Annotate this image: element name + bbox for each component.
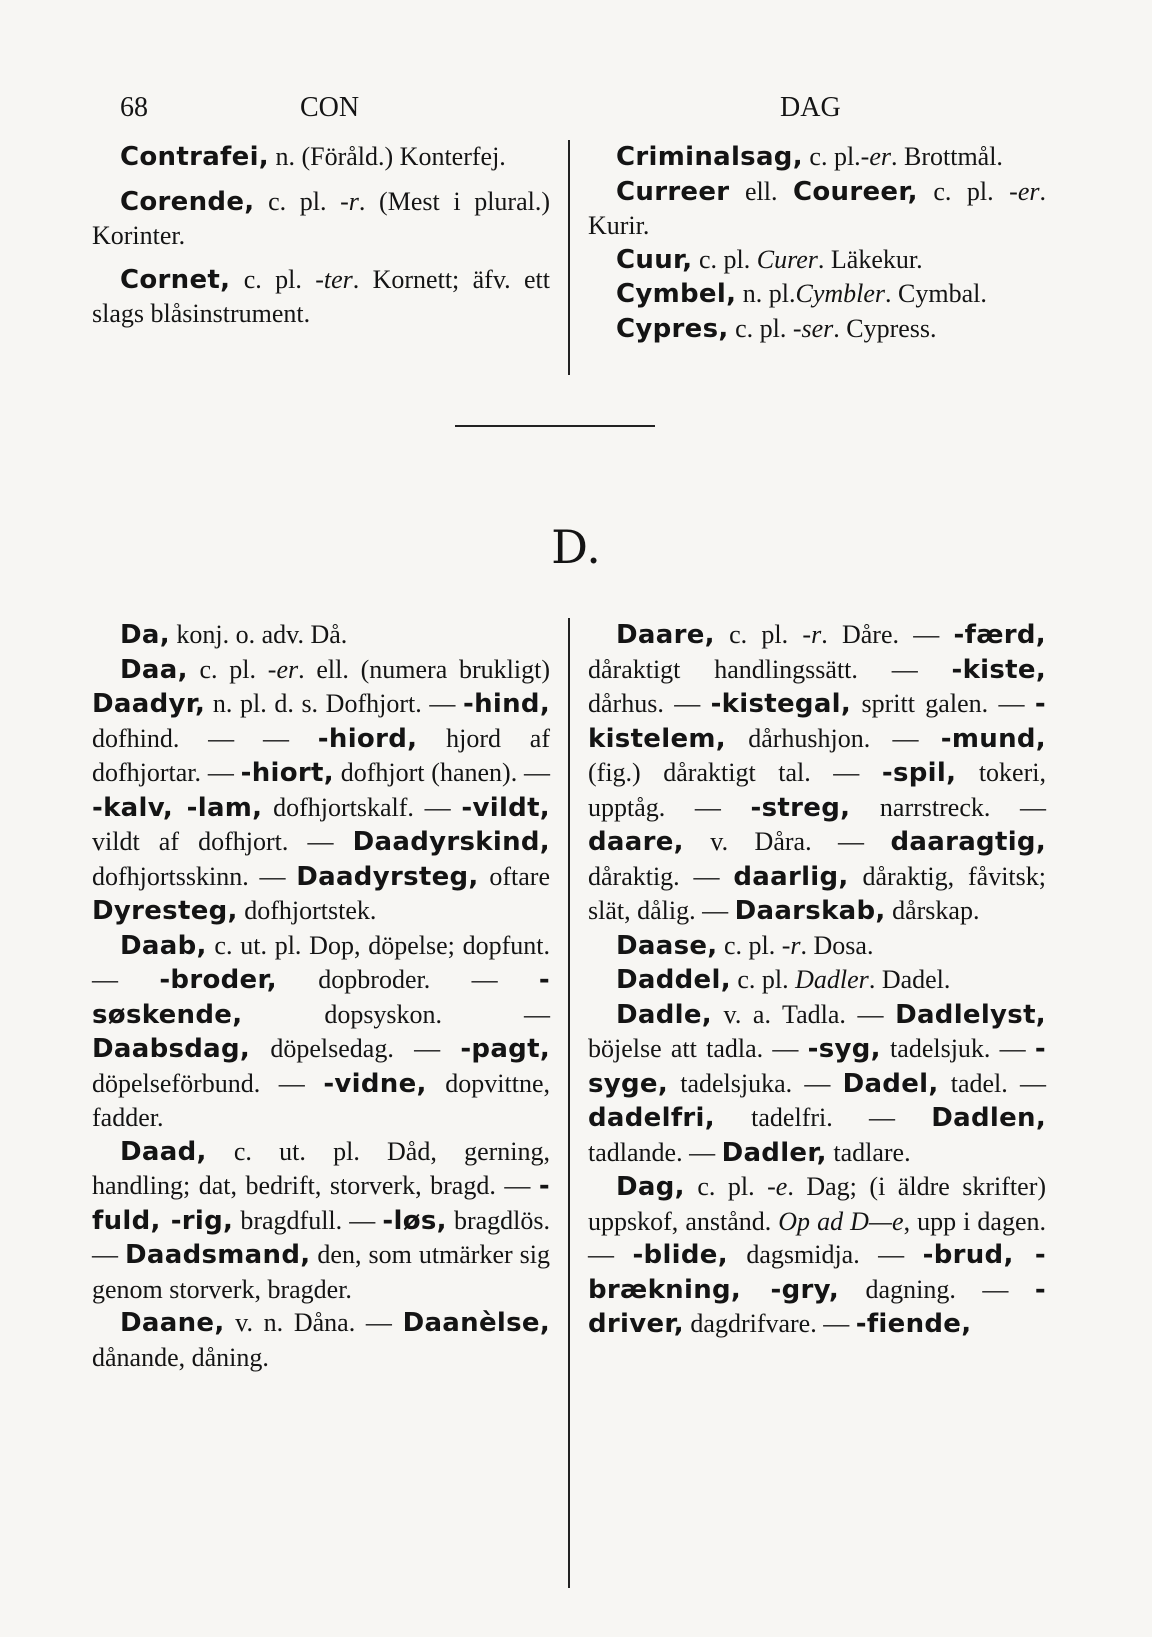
- headword: Dyresteg,: [92, 896, 238, 926]
- entry-curreer: Curreer ell. Coureer, c. pl. -er. Kurir.: [588, 176, 1046, 240]
- headword: Daase,: [616, 930, 718, 961]
- headword: -brud, -brækning, -gry,: [588, 1240, 1047, 1305]
- entry-cornet: Cornet, c. pl. -ter. Kornett; äfv. ett slags blåsinstrument.: [92, 264, 550, 328]
- italic-form: Op ad D—e: [778, 1206, 904, 1236]
- headword: Daadyrskind,: [352, 827, 550, 857]
- headword: Daane,: [120, 1308, 225, 1338]
- headword: dadelfri,: [588, 1103, 715, 1133]
- headword: Daddel,: [616, 965, 731, 995]
- headword: -fiende,: [855, 1309, 972, 1339]
- entry-corende: Corende, c. pl. -r. (Mest i plural.) Korinter.: [92, 186, 551, 250]
- running-head: [120, 92, 1060, 128]
- headword: Cornet,: [120, 264, 231, 295]
- headword: Daab,: [120, 930, 207, 961]
- headword: -søskende,: [92, 965, 551, 1030]
- headword: -vildt,: [461, 792, 550, 823]
- headword: Cypres,: [616, 313, 729, 344]
- headword: Dadel,: [842, 1068, 939, 1099]
- headword: Dadlen,: [931, 1103, 1046, 1133]
- section-letter-heading: D.: [551, 520, 601, 574]
- headword: daaragtig,: [890, 827, 1046, 857]
- italic-form: r: [811, 620, 822, 649]
- headword: -kistegal,: [710, 689, 852, 719]
- headword: -kiste,: [951, 654, 1046, 685]
- headword: Daare,: [616, 620, 715, 650]
- headword: Daanèlse,: [402, 1308, 550, 1338]
- entry-cypres: Cypres, c. pl. -ser. Cypress.: [616, 313, 937, 344]
- headword: Daadyrsteg,: [296, 861, 479, 892]
- headword: Cymbel,: [616, 279, 737, 309]
- entry-cuur: Cuur, c. pl. Curer. Läkekur.: [616, 244, 923, 275]
- italic-form: e: [775, 1172, 788, 1201]
- italic-form: r: [790, 930, 801, 960]
- column-divider-main: [568, 618, 570, 1588]
- section-separator-rule: [455, 425, 655, 427]
- headword: daarlig,: [733, 861, 849, 892]
- headword: daare,: [588, 827, 684, 857]
- headword: -spil,: [881, 758, 957, 788]
- headword: -syge,: [588, 1034, 1046, 1099]
- headword: Dag,: [616, 1172, 685, 1202]
- italic-form: er: [869, 142, 891, 171]
- headword: Daadyr,: [92, 689, 206, 719]
- headword: Daadsmand,: [125, 1240, 311, 1270]
- entry-daare: Daare, c. pl. -r. Dåre. — -færd, dåraktigt handlingssätt. — -kiste, dårhus. — -kistegal, spritt galen. — -kistelem, dårhushjon. — -mund, (fig.) dåraktigt tal. — -spil, tokeri, upptåg. — -streg, narrstreck. — daare, v. Dåra. — daaragtig, dåraktig. — daarlig, dåraktig, fåvitsk; slät, dålig. — Daarskab, dårskap.: [588, 620, 1047, 926]
- entry-daab: Daab, c. ut. pl. Dop, döpelse; dopfunt. — -broder, dopbroder. — -søskende, dopsyskon. — Daabsdag, döpelsedag. — -pagt, döpelseförbund. — -vidne, dopvittne, fadder.: [92, 930, 551, 1132]
- entry-criminalsag: Criminalsag, c. pl.-er. Brottmål.: [616, 142, 1003, 172]
- entry-daane: Daane, v. n. Dåna. — Daanèlse, dånande, dåning.: [92, 1308, 550, 1372]
- headword: -pagt,: [460, 1034, 550, 1064]
- column-divider-top: [568, 140, 570, 375]
- headword: -løs,: [382, 1205, 447, 1236]
- entry-dag: Dag, c. pl. -e. Dag; (i äldre skrifter) uppskof, anstånd. Op ad D—e, upp i dagen. — -blide, dagsmidja. — -brud, -brækning, -gry, dagning. — -driver, dagdrifvare. — -fiende,: [588, 1172, 1047, 1339]
- headword: -syg,: [807, 1034, 881, 1064]
- headword: Daa,: [120, 654, 188, 685]
- entry-daddel: Daddel, c. pl. Dadler. Dadel.: [616, 965, 951, 995]
- entry-cymbel: Cymbel, n. pl.Cymbler. Cymbal.: [616, 279, 987, 309]
- entry-daad: Daad, c. ut. pl. Dåd, gerning, handling; dat, bedrift, storverk, bragd. — -fuld, -rig, bragdfull. — -løs, bragdlös. — Daadsmand, den, som utmärker sig genom storverk, bragder.: [92, 1136, 551, 1304]
- headword: Curreer: [616, 176, 730, 207]
- headword: Cuur,: [616, 244, 693, 275]
- headword: -kistelem,: [588, 689, 1046, 754]
- italic-form: er: [276, 654, 299, 684]
- headword: -mund,: [940, 723, 1046, 754]
- headword: Corende,: [120, 186, 255, 217]
- italic-form: er: [1017, 176, 1040, 206]
- headword: -færd,: [953, 620, 1046, 650]
- headword: -hiort,: [240, 758, 334, 788]
- headword: -broder,: [159, 965, 277, 995]
- c-entries-left-column: [92, 140, 550, 331]
- c-entries-right-column: [588, 140, 1046, 346]
- right-guide-word: DAG: [780, 92, 841, 123]
- italic-form: ser: [801, 313, 834, 343]
- headword: -hiord,: [317, 723, 418, 754]
- italic-form: Dadler: [795, 965, 869, 994]
- headword: -streg,: [750, 792, 851, 823]
- headword: -hind,: [462, 689, 550, 719]
- entry-da: Da, konj. o. adv. Då.: [120, 620, 348, 650]
- entry-dadle: Dadle, v. a. Tadla. — Dadlelyst, böjelse att tadla. — -syg, tadelsjuk. — -syge, tadelsjuka. — Dadel, tadel. — dadelfri, tadelfri. — Dadlen, tadlande. — Dadler, tadlare.: [588, 999, 1046, 1168]
- page-number: 68: [120, 92, 148, 123]
- italic-form: ter: [323, 264, 353, 294]
- headword: -vidne,: [323, 1068, 427, 1099]
- headword: -kalv, -lam,: [92, 792, 263, 823]
- headword: Criminalsag,: [616, 142, 803, 172]
- headword: Dadler,: [721, 1137, 827, 1168]
- d-entries-section: [82, 618, 1052, 1578]
- headword: Contrafei,: [120, 142, 269, 172]
- entry-daase: Daase, c. pl. -r. Dosa.: [616, 930, 874, 961]
- headword: Daarskab,: [734, 896, 886, 926]
- headword: Daabsdag,: [92, 1034, 251, 1064]
- italic-form: Cymbler: [795, 279, 886, 308]
- headword: Dadlelyst,: [895, 999, 1046, 1030]
- italic-form: Curer: [756, 244, 818, 274]
- headword: Coureer,: [792, 176, 918, 207]
- d-entries-right-column: [588, 618, 1046, 1342]
- headword: Da,: [120, 620, 170, 650]
- headword: Daad,: [120, 1136, 207, 1167]
- headword: -fuld, -rig,: [92, 1171, 550, 1236]
- left-guide-word: CON: [300, 92, 360, 123]
- c-entries-section: [82, 140, 1052, 390]
- italic-form: r: [348, 186, 359, 216]
- headword: -blide,: [632, 1240, 728, 1270]
- headword: Dadle,: [616, 999, 712, 1030]
- headword: -driver,: [588, 1274, 1046, 1339]
- entry-daa: Daa, c. pl. -er. ell. (numera brukligt) Daadyr, n. pl. d. s. Dofhjort. — -hind, dofhind. — — -hiord, hjord af dofhjortar. — -hiort, dofhjort (hanen). — -kalv, -lam, dofhjortskalf. — -vildt, vildt af dofhjort. — Daadyrskind, dofhjortsskinn. — Daadyrsteg, oftare Dyresteg, dofhjortstek.: [92, 654, 550, 926]
- entry-contrafei: Contrafei, n. (Föråld.) Konterfej.: [120, 142, 506, 172]
- d-entries-left-column: [92, 618, 550, 1374]
